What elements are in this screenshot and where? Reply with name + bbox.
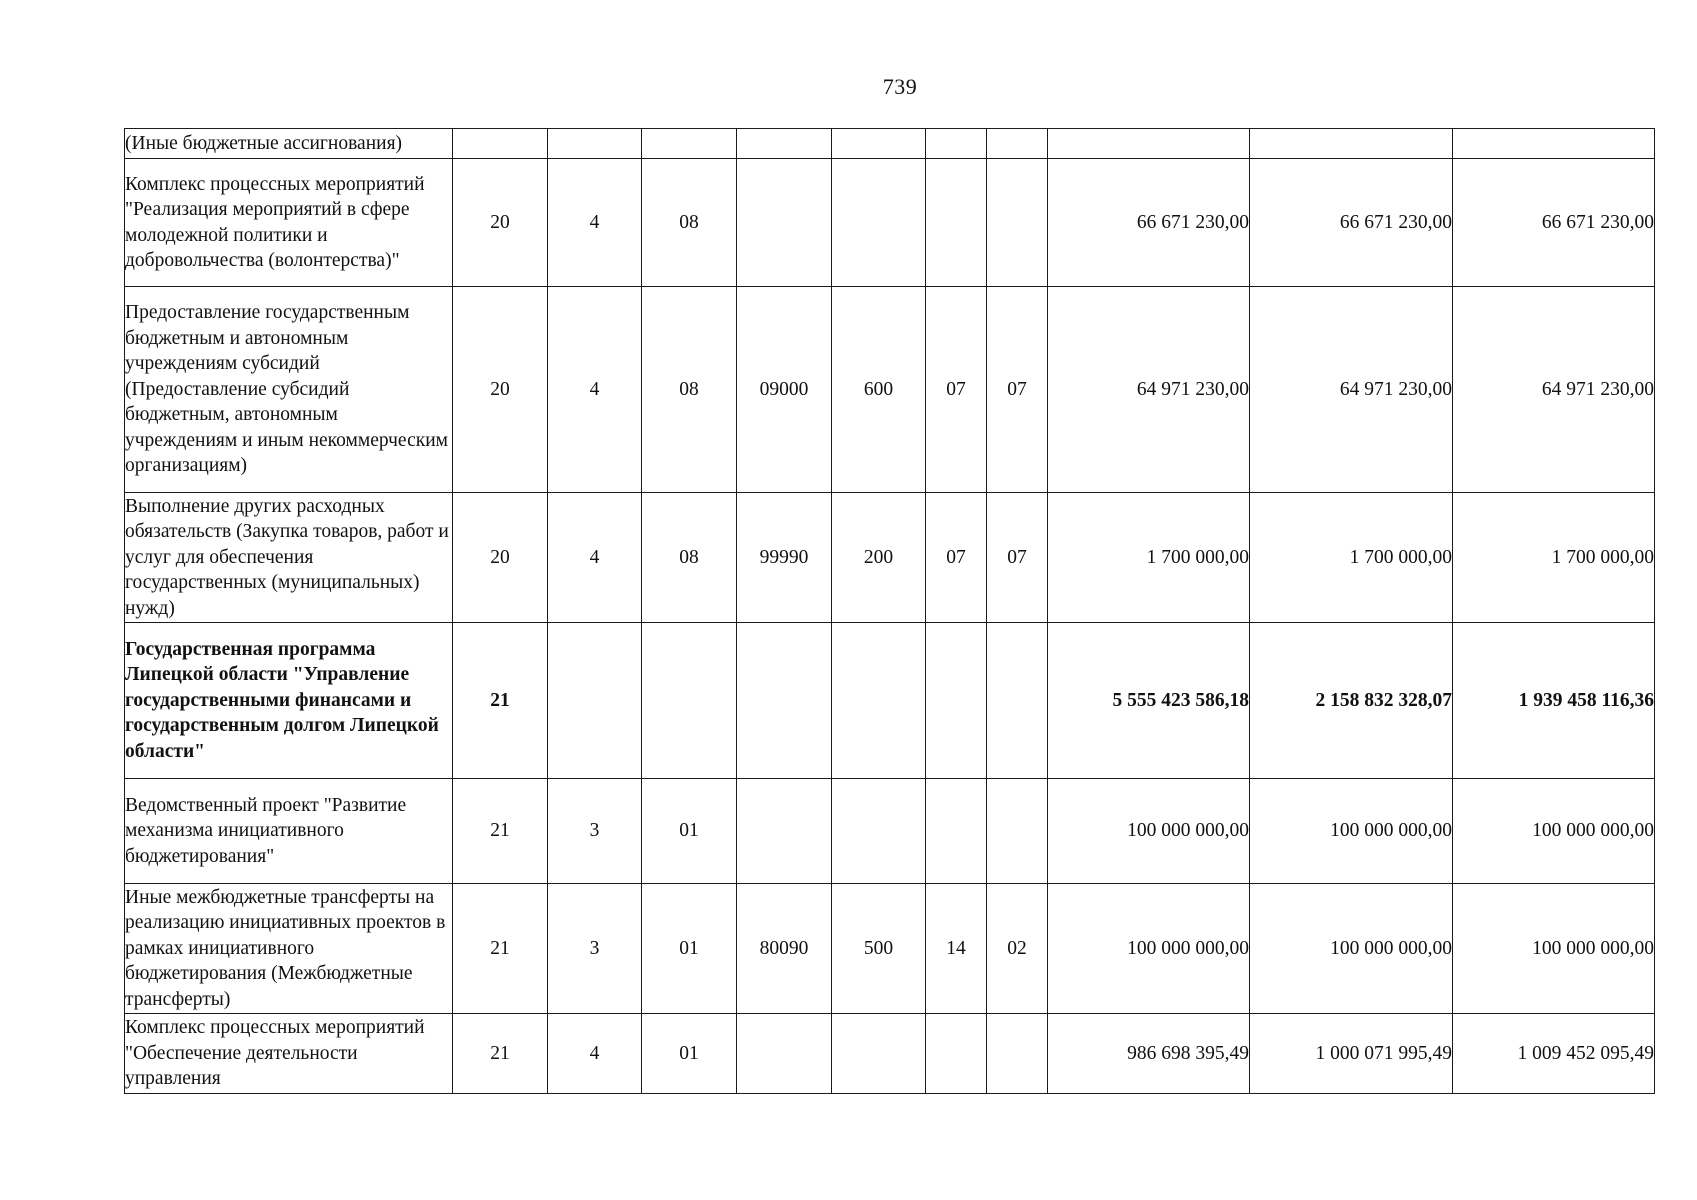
direction-code-cell: 99990 bbox=[737, 493, 832, 623]
element-code-cell: 01 bbox=[642, 1014, 737, 1094]
amount-year1-cell: 100 000 000,00 bbox=[1048, 779, 1250, 884]
element-code-cell bbox=[642, 129, 737, 159]
section-cell: 14 bbox=[926, 884, 987, 1014]
element-code-cell: 08 bbox=[642, 493, 737, 623]
table-row bbox=[125, 129, 1655, 159]
page-number: 739 bbox=[882, 74, 918, 99]
expense-type-cell bbox=[832, 159, 926, 287]
row-name-cell: Ведомственный проект "Развитие механизма инициативного бюджетирования" bbox=[125, 779, 453, 884]
element-code-cell: 01 bbox=[642, 884, 737, 1014]
table-row bbox=[125, 884, 1655, 1014]
direction-code-cell bbox=[737, 623, 832, 779]
gp-code-cell: 21 bbox=[453, 1014, 548, 1094]
section-cell bbox=[926, 129, 987, 159]
element-code-cell bbox=[642, 623, 737, 779]
expense-type-cell: 500 bbox=[832, 884, 926, 1014]
amount-year3-cell: 1 700 000,00 bbox=[1453, 493, 1655, 623]
expense-type-cell: 200 bbox=[832, 493, 926, 623]
subsection-cell bbox=[987, 1014, 1048, 1094]
direction-code-cell bbox=[737, 779, 832, 884]
direction-code-cell bbox=[737, 159, 832, 287]
gp-code-cell: 20 bbox=[453, 287, 548, 493]
gp-code-cell: 21 bbox=[453, 884, 548, 1014]
table-row bbox=[125, 493, 1655, 623]
amount-year3-cell: 1 939 458 116,36 bbox=[1453, 623, 1655, 779]
table-row bbox=[125, 287, 1655, 493]
amount-year2-cell: 1 000 071 995,49 bbox=[1250, 1014, 1453, 1094]
amount-year1-cell: 64 971 230,00 bbox=[1048, 287, 1250, 493]
type-code-cell: 4 bbox=[548, 493, 642, 623]
expense-type-cell: 600 bbox=[832, 287, 926, 493]
row-name-cell: Иные межбюджетные трансферты на реализацию инициативных проектов в рамках инициативного бюджетирования (Межбюджетные трансферты) bbox=[125, 884, 453, 1014]
type-code-cell: 4 bbox=[548, 159, 642, 287]
subsection-cell bbox=[987, 129, 1048, 159]
section-cell: 07 bbox=[926, 287, 987, 493]
expense-type-cell bbox=[832, 129, 926, 159]
amount-year2-cell: 2 158 832 328,07 bbox=[1250, 623, 1453, 779]
gp-code-cell: 20 bbox=[453, 159, 548, 287]
expense-type-cell bbox=[832, 1014, 926, 1094]
type-code-cell bbox=[548, 623, 642, 779]
section-cell bbox=[926, 779, 987, 884]
direction-code-cell bbox=[737, 1014, 832, 1094]
amount-year1-cell: 5 555 423 586,18 bbox=[1048, 623, 1250, 779]
subsection-cell: 07 bbox=[987, 493, 1048, 623]
amount-year3-cell: 100 000 000,00 bbox=[1453, 779, 1655, 884]
direction-code-cell: 09000 bbox=[737, 287, 832, 493]
row-name-cell: Комплекс процессных мероприятий "Реализация мероприятий в сфере молодежной политики и добровольчества (волонтерства)" bbox=[125, 159, 453, 287]
budget-table bbox=[124, 128, 1655, 1094]
table-row bbox=[125, 159, 1655, 287]
element-code-cell: 08 bbox=[642, 287, 737, 493]
gp-code-cell: 20 bbox=[453, 493, 548, 623]
row-name-cell: (Иные бюджетные ассигнования) bbox=[125, 129, 453, 159]
amount-year2-cell: 64 971 230,00 bbox=[1250, 287, 1453, 493]
row-name-cell: Государственная программа Липецкой области "Управление государственными финансами и государственным долгом Липецкой области" bbox=[125, 623, 453, 779]
amount-year3-cell: 64 971 230,00 bbox=[1453, 287, 1655, 493]
amount-year1-cell: 66 671 230,00 bbox=[1048, 159, 1250, 287]
amount-year1-cell bbox=[1048, 129, 1250, 159]
amount-year1-cell: 1 700 000,00 bbox=[1048, 493, 1250, 623]
subsection-cell bbox=[987, 623, 1048, 779]
type-code-cell: 4 bbox=[548, 287, 642, 493]
amount-year3-cell bbox=[1453, 129, 1655, 159]
subsection-cell bbox=[987, 779, 1048, 884]
type-code-cell: 3 bbox=[548, 779, 642, 884]
amount-year2-cell: 100 000 000,00 bbox=[1250, 779, 1453, 884]
amount-year3-cell: 66 671 230,00 bbox=[1453, 159, 1655, 287]
section-cell: 07 bbox=[926, 493, 987, 623]
direction-code-cell: 80090 bbox=[737, 884, 832, 1014]
element-code-cell: 08 bbox=[642, 159, 737, 287]
subsection-cell bbox=[987, 159, 1048, 287]
type-code-cell: 3 bbox=[548, 884, 642, 1014]
row-name-cell: Комплекс процессных мероприятий "Обеспечение деятельности управления bbox=[125, 1014, 453, 1094]
amount-year1-cell: 100 000 000,00 bbox=[1048, 884, 1250, 1014]
section-cell bbox=[926, 1014, 987, 1094]
section-cell bbox=[926, 623, 987, 779]
amount-year3-cell: 100 000 000,00 bbox=[1453, 884, 1655, 1014]
gp-code-cell: 21 bbox=[453, 779, 548, 884]
subsection-cell: 07 bbox=[987, 287, 1048, 493]
type-code-cell bbox=[548, 129, 642, 159]
type-code-cell: 4 bbox=[548, 1014, 642, 1094]
expense-type-cell bbox=[832, 779, 926, 884]
row-name-cell: Выполнение других расходных обязательств (Закупка товаров, работ и услуг для обеспечения государственных (муниципальных) нужд) bbox=[125, 493, 453, 623]
element-code-cell: 01 bbox=[642, 779, 737, 884]
amount-year2-cell: 100 000 000,00 bbox=[1250, 884, 1453, 1014]
amount-year3-cell: 1 009 452 095,49 bbox=[1453, 1014, 1655, 1094]
amount-year2-cell: 66 671 230,00 bbox=[1250, 159, 1453, 287]
amount-year2-cell bbox=[1250, 129, 1453, 159]
table-row bbox=[125, 779, 1655, 884]
section-cell bbox=[926, 159, 987, 287]
amount-year1-cell: 986 698 395,49 bbox=[1048, 1014, 1250, 1094]
direction-code-cell bbox=[737, 129, 832, 159]
gp-code-cell: 21 bbox=[453, 623, 548, 779]
expense-type-cell bbox=[832, 623, 926, 779]
gp-code-cell bbox=[453, 129, 548, 159]
subsection-cell: 02 bbox=[987, 884, 1048, 1014]
table-row-program bbox=[125, 623, 1655, 779]
row-name-cell: Предоставление государственным бюджетным и автономным учреждениям субсидий (Предоставление субсидий бюджетным, автономным учреждениям и иным некоммерческим организациям) bbox=[125, 287, 453, 493]
table-row bbox=[125, 1014, 1655, 1094]
amount-year2-cell: 1 700 000,00 bbox=[1250, 493, 1453, 623]
